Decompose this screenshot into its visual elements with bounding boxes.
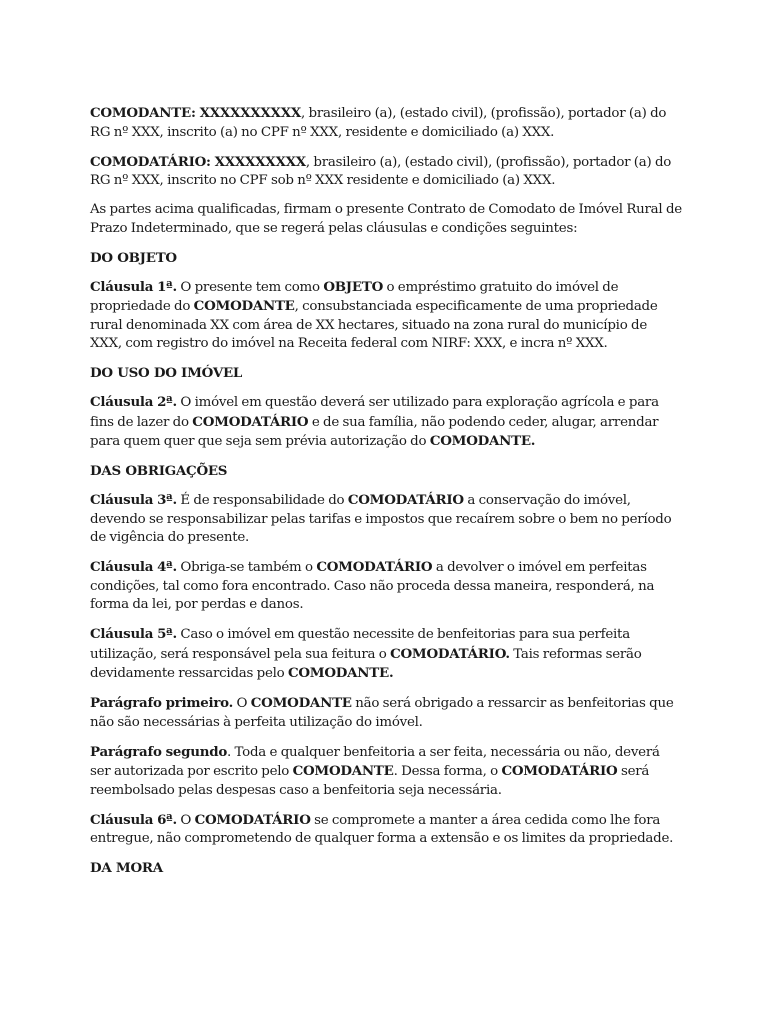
bold-run: DO USO DO IMÓVEL (90, 365, 243, 381)
bold-run: COMODATÁRIO (316, 559, 433, 575)
bold-run: Cláusula 2ª. (90, 394, 177, 410)
party-comodante (90, 104, 682, 142)
text-run: Obriga-se também o (176, 560, 317, 575)
bold-run: COMODATÁRIO (347, 492, 464, 508)
intro-paragraph (90, 201, 682, 238)
document-body (90, 104, 682, 878)
clause-3 (90, 491, 682, 548)
bold-run: COMODANTE (193, 298, 295, 314)
bold-run: COMODATÁRIO. (390, 645, 510, 662)
text-run: , consubstanciada especificamente de uma propriedade rural denominada XX com área de XX hectares, situado na zona rural do município de XXX, com registro do imóvel na Receita federal com NIRF: XXX, e incra nº XXX. (90, 299, 658, 351)
bold-run: COMODATÁRIO (501, 763, 618, 779)
section-heading-obrigacoes (90, 462, 682, 481)
text-run: o empréstimo gratuito do imóvel de propriedade do (90, 279, 619, 314)
bold-run: Cláusula 6ª. (90, 811, 177, 828)
text-run: As partes acima qualificadas, firmam o presente Contrato de Comodato de Imóvel Rural de Prazo Indeterminado, que se regerá pelas cláusulas e condições seguintes: (90, 202, 682, 236)
text-run: O (176, 812, 195, 828)
clause-5 (90, 625, 682, 684)
text-run: O imóvel em questão deverá ser utilizado para exploração agrícola e para fins de lazer do (90, 395, 659, 430)
text-run: , brasileiro (a), (estado civil), (profissão), portador (a) do RG nº XXX, inscrito no CPF sob nº XXX residente e domiciliado (a) XXX. (90, 154, 672, 188)
text-run: . Dessa forma, o (393, 764, 502, 779)
paragraph-segundo (90, 743, 682, 801)
clause-1 (90, 278, 682, 354)
bold-run: COMODANTE (250, 695, 352, 711)
bold-run: COMODANTE. (429, 433, 536, 449)
text-run: O presente tem como (176, 279, 324, 295)
text-run: se compromete a manter a área cedida como lhe fora entregue, não comprometendo de qualquer forma a extensão e os limites da propriedade. (90, 812, 674, 846)
section-heading-objeto (90, 249, 682, 268)
bold-run: DAS OBRIGAÇÕES (90, 463, 228, 479)
party-comodatario (90, 153, 682, 191)
text-run: será reembolsado pelas despesas caso a benfeitoria seja necessária. (90, 764, 650, 798)
text-run: , brasileiro (a), (estado civil), (profissão), portador (a) do RG nº XXX, inscrito (a) no CPF nº XXX, residente e domiciliado (a) XXX. (90, 106, 667, 140)
clause-2 (90, 393, 682, 452)
bold-run: COMODANTE. (287, 665, 394, 681)
text-run: O (233, 696, 251, 711)
text-run: Caso o imóvel em questão necessite de benfeitorias para sua perfeita utilização, será responsável pela sua feitura o (90, 627, 630, 662)
bold-run: COMODANTE: XXXXXXXXXX (90, 105, 301, 121)
bold-run: DO OBJETO (90, 249, 177, 266)
section-heading-uso (90, 364, 682, 383)
bold-run: Parágrafo segundo (90, 743, 228, 760)
paragraph-primeiro (90, 694, 682, 732)
bold-run: Cláusula 3ª. (90, 492, 177, 508)
bold-run: Cláusula 1ª. (90, 278, 177, 295)
text-run: Tais reformas serão devidamente ressarcidas pelo (90, 646, 642, 681)
text-run: a conservação do imóvel, devendo se responsabilizar pelas tarifas e impostos que recaírem sobre o bem no período de vigência do presente. (90, 493, 672, 545)
text-run: e de sua família, não podendo ceder, alugar, arrendar para quem quer que seja sem prévia autorização do (90, 414, 659, 449)
bold-run: Cláusula 5ª. (90, 626, 177, 642)
text-run: É de responsabilidade do (176, 493, 348, 508)
text-run: . Toda e qualquer benfeitoria a ser feita, necessária ou não, deverá ser autorizada por escrito pelo (90, 744, 660, 779)
bold-run: DA MORA (90, 860, 163, 876)
bold-run: COMODATÁRIO (192, 413, 309, 430)
bold-run: Cláusula 4ª. (90, 559, 177, 575)
text-run: não será obrigado a ressarcir as benfeitorias que não são necessárias à perfeita utilização do imóvel. (90, 696, 674, 730)
bold-run: COMODANTE (292, 763, 394, 779)
bold-run: Parágrafo primeiro. (90, 695, 234, 711)
text-run: a devolver o imóvel em perfeitas condições, tal como fora encontrado. Caso não proceda dessa maneira, responderá, na forma da lei, por perdas e danos. (90, 560, 655, 612)
section-heading-mora (90, 859, 682, 878)
bold-run: COMODATÁRIO: XXXXXXXXX (90, 153, 306, 170)
clause-4 (90, 558, 682, 615)
bold-run: OBJETO (323, 278, 383, 295)
clause-6 (90, 811, 682, 849)
bold-run: COMODATÁRIO (194, 811, 311, 828)
